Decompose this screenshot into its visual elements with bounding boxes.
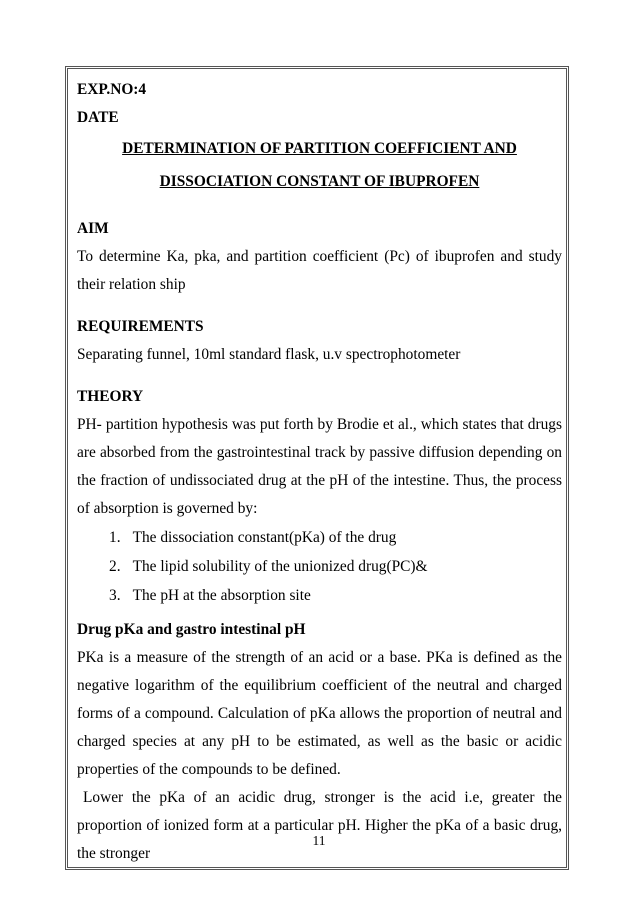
- page-number: 11: [312, 833, 326, 848]
- list-item-text: The dissociation constant(pKa) of the drug: [132, 529, 397, 546]
- list-item: [109, 552, 562, 581]
- list-item-number: 3.: [109, 587, 121, 604]
- absorption-factors-list: [77, 523, 562, 610]
- aim-text: To determine Ka, pka, and partition coefficient (Pc) of ibuprofen and study their relation ship: [77, 248, 562, 293]
- document-body: [77, 76, 562, 868]
- list-item-number: 2.: [109, 558, 121, 575]
- pka-paragraph-1: PKa is a measure of the strength of an acid or a base. PKa is defined as the negative logarithm of the equilibrium coefficient of the neutral and charged forms of a compound. Calculation of pKa allows the proportion of neutral and charged species at any pH to be estimated, as well as the basic or acidic properties of the compounds to be defined.: [77, 649, 562, 778]
- title-line-1: DETERMINATION OF PARTITION COEFFICIENT AND: [122, 140, 517, 157]
- list-item-text: The lipid solubility of the unionized drug(PC)&: [132, 558, 428, 575]
- list-item: [109, 581, 562, 610]
- exp-number: EXP.NO:4: [77, 81, 147, 98]
- pka-heading: Drug pKa and gastro intestinal pH: [77, 621, 306, 638]
- aim-heading: AIM: [77, 220, 109, 237]
- list-item-number: 1.: [109, 529, 121, 546]
- list-item-text: The pH at the absorption site: [132, 587, 311, 604]
- theory-heading: THEORY: [77, 388, 144, 405]
- requirements-heading: REQUIREMENTS: [77, 318, 204, 335]
- title-line-2: DISSOCIATION CONSTANT OF IBUPROFEN: [159, 173, 480, 190]
- theory-text: PH- partition hypothesis was put forth by Brodie et al., which states that drugs are absorbed from the gastrointestinal track by passive diffusion depending on the fraction of undissociated drug at the pH of the intestine. Thus, the process of absorption is governed by:: [77, 416, 562, 517]
- pka-paragraph-2: Lower the pKa of an acidic drug, stronger is the acid i.e, greater the proportion of ionized form at a particular pH. Higher the pKa of a basic drug, the stronger: [77, 789, 562, 862]
- document-title: [77, 132, 562, 198]
- requirements-text: Separating funnel, 10ml standard flask, u.v spectrophotometer: [77, 346, 461, 363]
- list-item: [109, 523, 562, 552]
- date-label: DATE: [77, 109, 119, 126]
